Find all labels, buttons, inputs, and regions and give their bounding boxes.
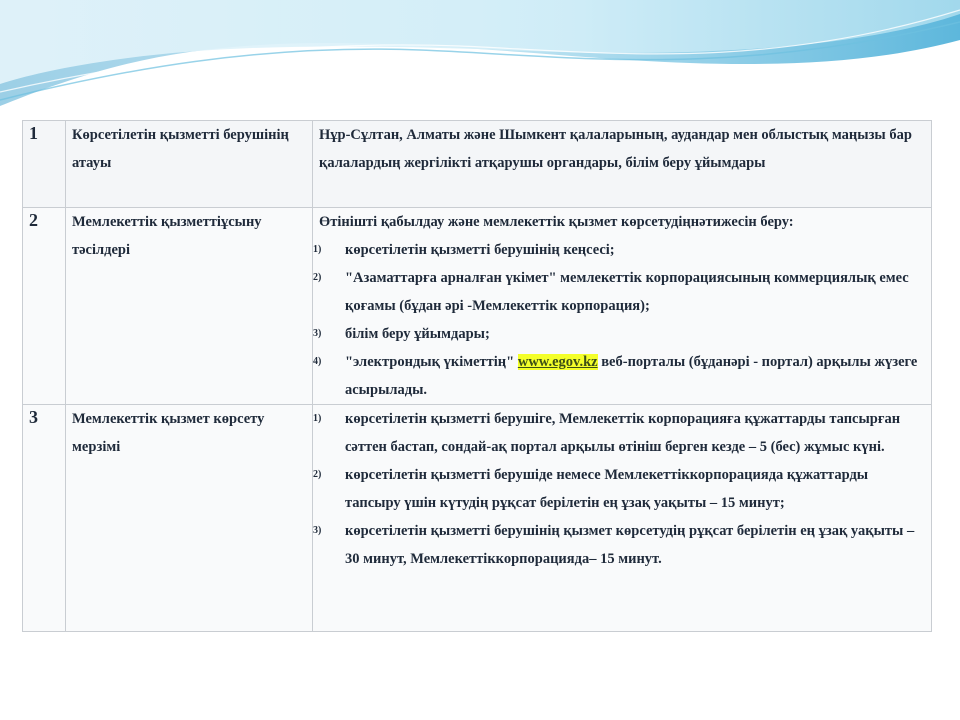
wave-banner bbox=[0, 0, 960, 120]
egov-link[interactable]: www.egov.kz bbox=[517, 354, 598, 370]
wave-front bbox=[0, 0, 960, 84]
list-item-text: білім беру ұйымдары; bbox=[345, 326, 490, 342]
row-label: Мемлекеттік қызметтіұсыну тәсілдері bbox=[66, 208, 313, 405]
row-lead-text: Өтінішті қабылдау және мемлекеттік қызмет көрсетудіңнәтижесін беру: bbox=[319, 214, 794, 230]
list-item bbox=[313, 236, 927, 264]
row-value bbox=[313, 208, 932, 405]
list-item bbox=[313, 264, 927, 320]
list-marker: 3) bbox=[313, 525, 322, 536]
list-item bbox=[313, 517, 927, 573]
service-info-table bbox=[22, 120, 932, 632]
row-label: Көрсетілетін қызметті берушінің атауы bbox=[66, 121, 313, 208]
table-row bbox=[23, 405, 932, 632]
list-item bbox=[313, 461, 927, 517]
row-value bbox=[313, 405, 932, 632]
table-row bbox=[23, 208, 932, 405]
list-marker: 4) bbox=[313, 356, 322, 367]
row-number: 2 bbox=[23, 208, 66, 405]
list-marker: 2) bbox=[313, 469, 322, 480]
list-item-text: көрсетілетін қызметті берушінің қызмет көрсетудің рұқсат берілетін ең ұзақ уақыты – 30 минут, Мемлекеттіккорпорацияда– 15 минут. bbox=[345, 523, 915, 567]
list-marker: 3) bbox=[313, 328, 322, 339]
list-marker: 1) bbox=[313, 413, 322, 424]
row-number: 3 bbox=[23, 405, 66, 632]
row-value: Нұр-Сұлтан, Алматы және Шымкент қалаларының, аудандар мен облыстық маңызы бар қалалардың жергілікті атқарушы органдары, білім беру ұйымдары bbox=[313, 121, 932, 208]
row-number: 1 bbox=[23, 121, 66, 208]
row-label: Мемлекеттік қызмет көрсету мерзімі bbox=[66, 405, 313, 632]
list-item-text-before: "электрондық үкіметтің" bbox=[345, 354, 518, 370]
list-marker: 1) bbox=[313, 244, 322, 255]
list-item bbox=[313, 348, 927, 404]
list-item-text: "Азаматтарға арналған үкімет" мемлекеттік корпорациясының коммерциялық емес қоғамы (бұдан әрі -Мемлекеттік корпорация); bbox=[345, 270, 909, 314]
list-item-text: көрсетілетін қызметті берушіге, Мемлекеттік корпорацияға құжаттарды тапсырған сәттен бастап, сондай-ақ портал арқылы өтініш берген кезде – 5 (бес) жұмыс күні. bbox=[345, 411, 901, 455]
list-item bbox=[313, 320, 927, 348]
table-row bbox=[23, 121, 932, 208]
list-marker: 2) bbox=[313, 272, 322, 283]
list-item-text: көрсетілетін қызметті берушінің кеңсесі; bbox=[345, 242, 615, 258]
list-item-text: көрсетілетін қызметті берушіде немесе Мемлекеттіккорпорацияда құжаттарды тапсыру үшін күтудің рұқсат берілетін ең ұзақ уақыты – 15 минут; bbox=[345, 467, 869, 511]
list-item-text-after: веб-порталы (бұданәрі - портал) арқылы жүзеге асырылады. bbox=[345, 354, 918, 398]
list-item bbox=[313, 405, 927, 461]
